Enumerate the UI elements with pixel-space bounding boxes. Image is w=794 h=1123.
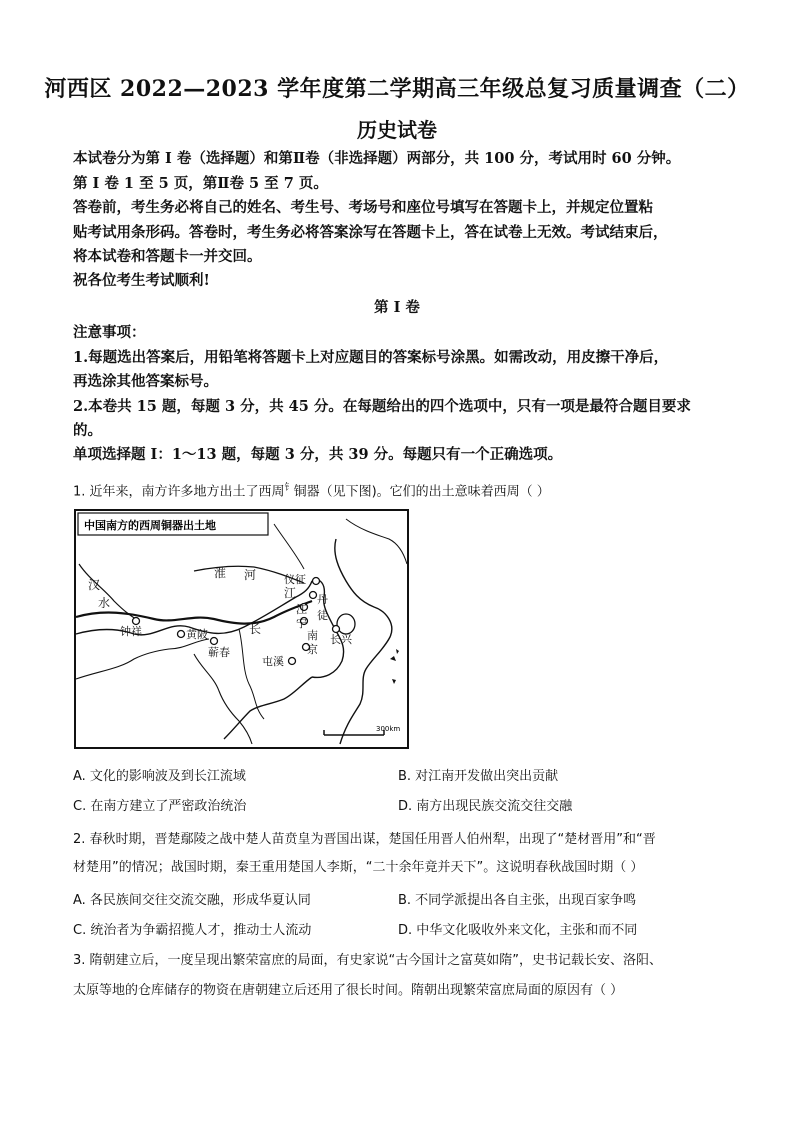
bronze-sites-map (74, 509, 409, 749)
notice-item: 1.每题选出答案后，用铅笔将答题卡上对应题目的答案标号涂黑。如需改动，用皮擦干净后， (73, 349, 669, 366)
single-choice-heading: 单项选择题 I：1～13 题，每题 3 分，共 39 分。每题只有一个正确选项。 (73, 446, 563, 463)
map-label-huai: 淮 (214, 566, 227, 580)
map-label-he: 河 (244, 568, 257, 582)
section-heading: 第 I 卷 (374, 299, 420, 316)
map-label-qichun: 蕲春 (208, 646, 230, 659)
question-3-stem-line: 3. 隋朝建立后，一度呈现出繁荣富庶的局面，有史家说“古今国计之富莫如隋”，史书记载长安、洛阳、 (73, 953, 663, 968)
map-label-yizheng: 仪征 (284, 573, 306, 586)
question-1-option-c[interactable]: C. 在南方建立了严密政治统治 (73, 799, 247, 814)
question-2-option-c[interactable]: C. 统治者为争霸招揽人才，推动士人流动 (73, 923, 312, 938)
question-1-option-a[interactable]: A. 文化的影响波及到长江流域 (73, 769, 246, 784)
map-label-nan: 南 (307, 629, 318, 642)
instruction-line: 本试卷分为第 I 卷（选择题）和第Ⅱ卷（非选择题）两部分，共 100 分，考试用时 60 分钟。 (73, 150, 681, 167)
notice-item: 2.本卷共 15 题，每题 3 分，共 45 分。在每题给出的四个选项中，只有一项是最符合题目要求 (73, 398, 691, 415)
question-2-option-a[interactable]: A. 各民族间交往交流交融，形成华夏认同 (73, 893, 311, 908)
map-label-dan: 丹 (317, 593, 328, 606)
instruction-line: 祝各位考生考试顺利! (73, 272, 210, 289)
map-label-shui: 水 (98, 596, 111, 610)
map-label-jiang: 江 (284, 586, 297, 600)
instruction-line: 贴考试用条形码。答卷时，考生务必将答案涂写在答题卡上，答在试卷上无效。考试结束后， (73, 224, 668, 241)
map-label-tunxi: 屯溪 (262, 655, 284, 668)
map-label-jing: 京 (307, 643, 318, 656)
notice-item: 的。 (73, 422, 102, 439)
instruction-line: 答卷前，考生务必将自己的姓名、考生号、考场号和座位号填写在答题卡上，并规定位置粘 (73, 199, 653, 216)
map-title: 中国南方的西周铜器出土地 (84, 519, 216, 532)
question-2-option-d[interactable]: D. 中华文化吸收外来文化，主张和而不同 (398, 923, 638, 938)
map-label-chang: 长 (249, 622, 262, 636)
instruction-line: 第 I 卷 1 至 5 页，第Ⅱ卷 5 至 7 页。 (73, 175, 328, 192)
question-3-stem-line: 太原等地的仓库储存的物资在唐朝建立后还用了很长时间。隋朝出现繁荣富庶局面的原因有（ ） (73, 983, 624, 998)
notice-item: 再选涂其他答案标号。 (73, 373, 218, 390)
map-label-zhongxiang: 钟祥 (120, 625, 142, 638)
map-label-jiang-small: 江 (296, 603, 307, 616)
map-label-huangpi: 黄陂 (186, 628, 208, 641)
instruction-line: 将本试卷和答题卡一并交回。 (73, 248, 262, 265)
map-label-han: 汉 (88, 578, 101, 592)
question-2-stem-line: 材楚用”的情况；战国时期，秦王重用楚国人李斯，“二十余年竟并天下”。这说明春秋战国时期（ ） (73, 860, 644, 875)
notice-title: 注意事项： (73, 324, 146, 341)
map-scale: 300km (376, 725, 401, 733)
exam-subject: 历史试卷 (357, 118, 437, 142)
map-label-changxing: 长兴 (330, 633, 352, 646)
question-2-option-b[interactable]: B. 不同学派提出各自主张，出现百家争鸣 (398, 893, 637, 908)
exam-title: 河西区 2022—2023 学年度第二学期高三年级总复习质量调查（二） (44, 76, 750, 102)
question-1-option-b[interactable]: B. 对江南开发做出突出贡献 (398, 769, 559, 784)
map-label-ning: 宁 (296, 617, 307, 630)
map-label-tu: 徒 (317, 609, 328, 622)
question-2-stem-line: 2. 春秋时期，晋楚鄢陵之战中楚人苗贲皇为晋国出谋，楚国任用晋人伯州犁，出现了“楚材晋用”和“晋 (73, 832, 656, 847)
question-1-stem: 1. 近年来，南方许多地方出土了西周$^钅$铜器（见下图)。它们的出土意味着西周（ ） (73, 483, 550, 500)
question-1-option-d[interactable]: D. 南方出现民族交流交往交融 (398, 799, 573, 814)
